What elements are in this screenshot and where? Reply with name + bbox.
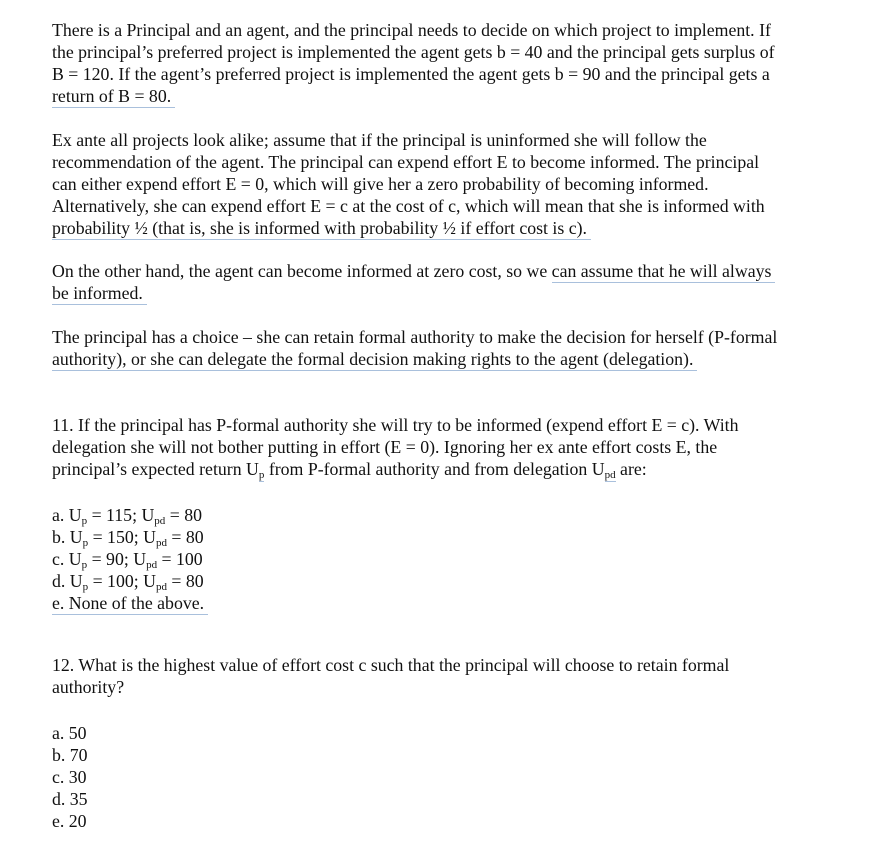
- paragraph-authority: [52, 326, 777, 370]
- question-text: 11. If the principal has P-formal authority she will try to be informed (expend effort E = c). With: [52, 415, 739, 435]
- option-c: c. 30: [52, 767, 87, 787]
- option-a: a. $U_p = 115$; $U_{pd} = 80$: [52, 505, 202, 527]
- question-text: principal’s expected return $U_p$ from P-formal authority and from delegation $U_{pd}$ are:: [52, 459, 647, 481]
- text-line: Ex ante all projects look alike; assume that if the principal is uninformed she will follow the: [52, 130, 707, 150]
- paragraph-projects: [52, 19, 775, 107]
- text-line: On the other hand, the agent can become informed at zero cost, so we: [52, 261, 552, 281]
- question-11-options: [52, 504, 208, 614]
- text-line: probability ½ (that is, she is informed with probability ½ if effort cost is c).: [52, 218, 591, 240]
- question-text: authority?: [52, 677, 125, 697]
- option-e: e. None of the above.: [52, 593, 208, 615]
- option-b: b. 70: [52, 745, 88, 765]
- text-line: Alternatively, she can expend effort E = c at the cost of c, which will mean that she is informed with: [52, 196, 765, 216]
- text-line: There is a Principal and an agent, and the principal needs to decide on which project to implement. If: [52, 20, 771, 40]
- text-line: the principal’s preferred project is implemented the agent gets b = 40 and the principal gets surplus of: [52, 42, 775, 62]
- text-line: authority), or she can delegate the formal decision making rights to the agent (delegation).: [52, 349, 697, 371]
- question-text: delegation she will not bother putting in effort (E = 0). Ignoring her ex ante effort costs E, the: [52, 437, 718, 457]
- option-b: b. $U_p = 150$; $U_{pd} = 80$: [52, 527, 204, 549]
- question-11: [52, 414, 738, 480]
- text-line: B = 120. If the agent’s preferred project is implemented the agent gets b = 90 and the principal gets a: [52, 64, 770, 84]
- text-line: can assume that he will always: [552, 261, 776, 283]
- option-a: a. 50: [52, 723, 87, 743]
- paragraph-effort: [52, 129, 765, 239]
- option-d: d. 35: [52, 789, 88, 809]
- text-line: return of B = 80.: [52, 86, 175, 108]
- question-text: 12. What is the highest value of effort cost c such that the principal will choose to retain formal: [52, 655, 730, 675]
- option-c: c. $U_p = 90$; $U_{pd} = 100$: [52, 549, 203, 571]
- question-12: [52, 654, 729, 698]
- paragraph-agent: [52, 260, 775, 304]
- option-e: e. 20: [52, 811, 87, 831]
- text-line: can either expend effort E = 0, which will give her a zero probability of becoming informed.: [52, 174, 709, 194]
- option-d: d. $U_p = 100$; $U_{pd} = 80$: [52, 571, 204, 593]
- question-12-options: [52, 722, 88, 832]
- text-line: The principal has a choice – she can retain formal authority to make the decision for herself (P-formal: [52, 327, 778, 347]
- text-line: recommendation of the agent. The principal can expend effort E to become informed. The principal: [52, 152, 760, 172]
- text-line: be informed.: [52, 283, 147, 305]
